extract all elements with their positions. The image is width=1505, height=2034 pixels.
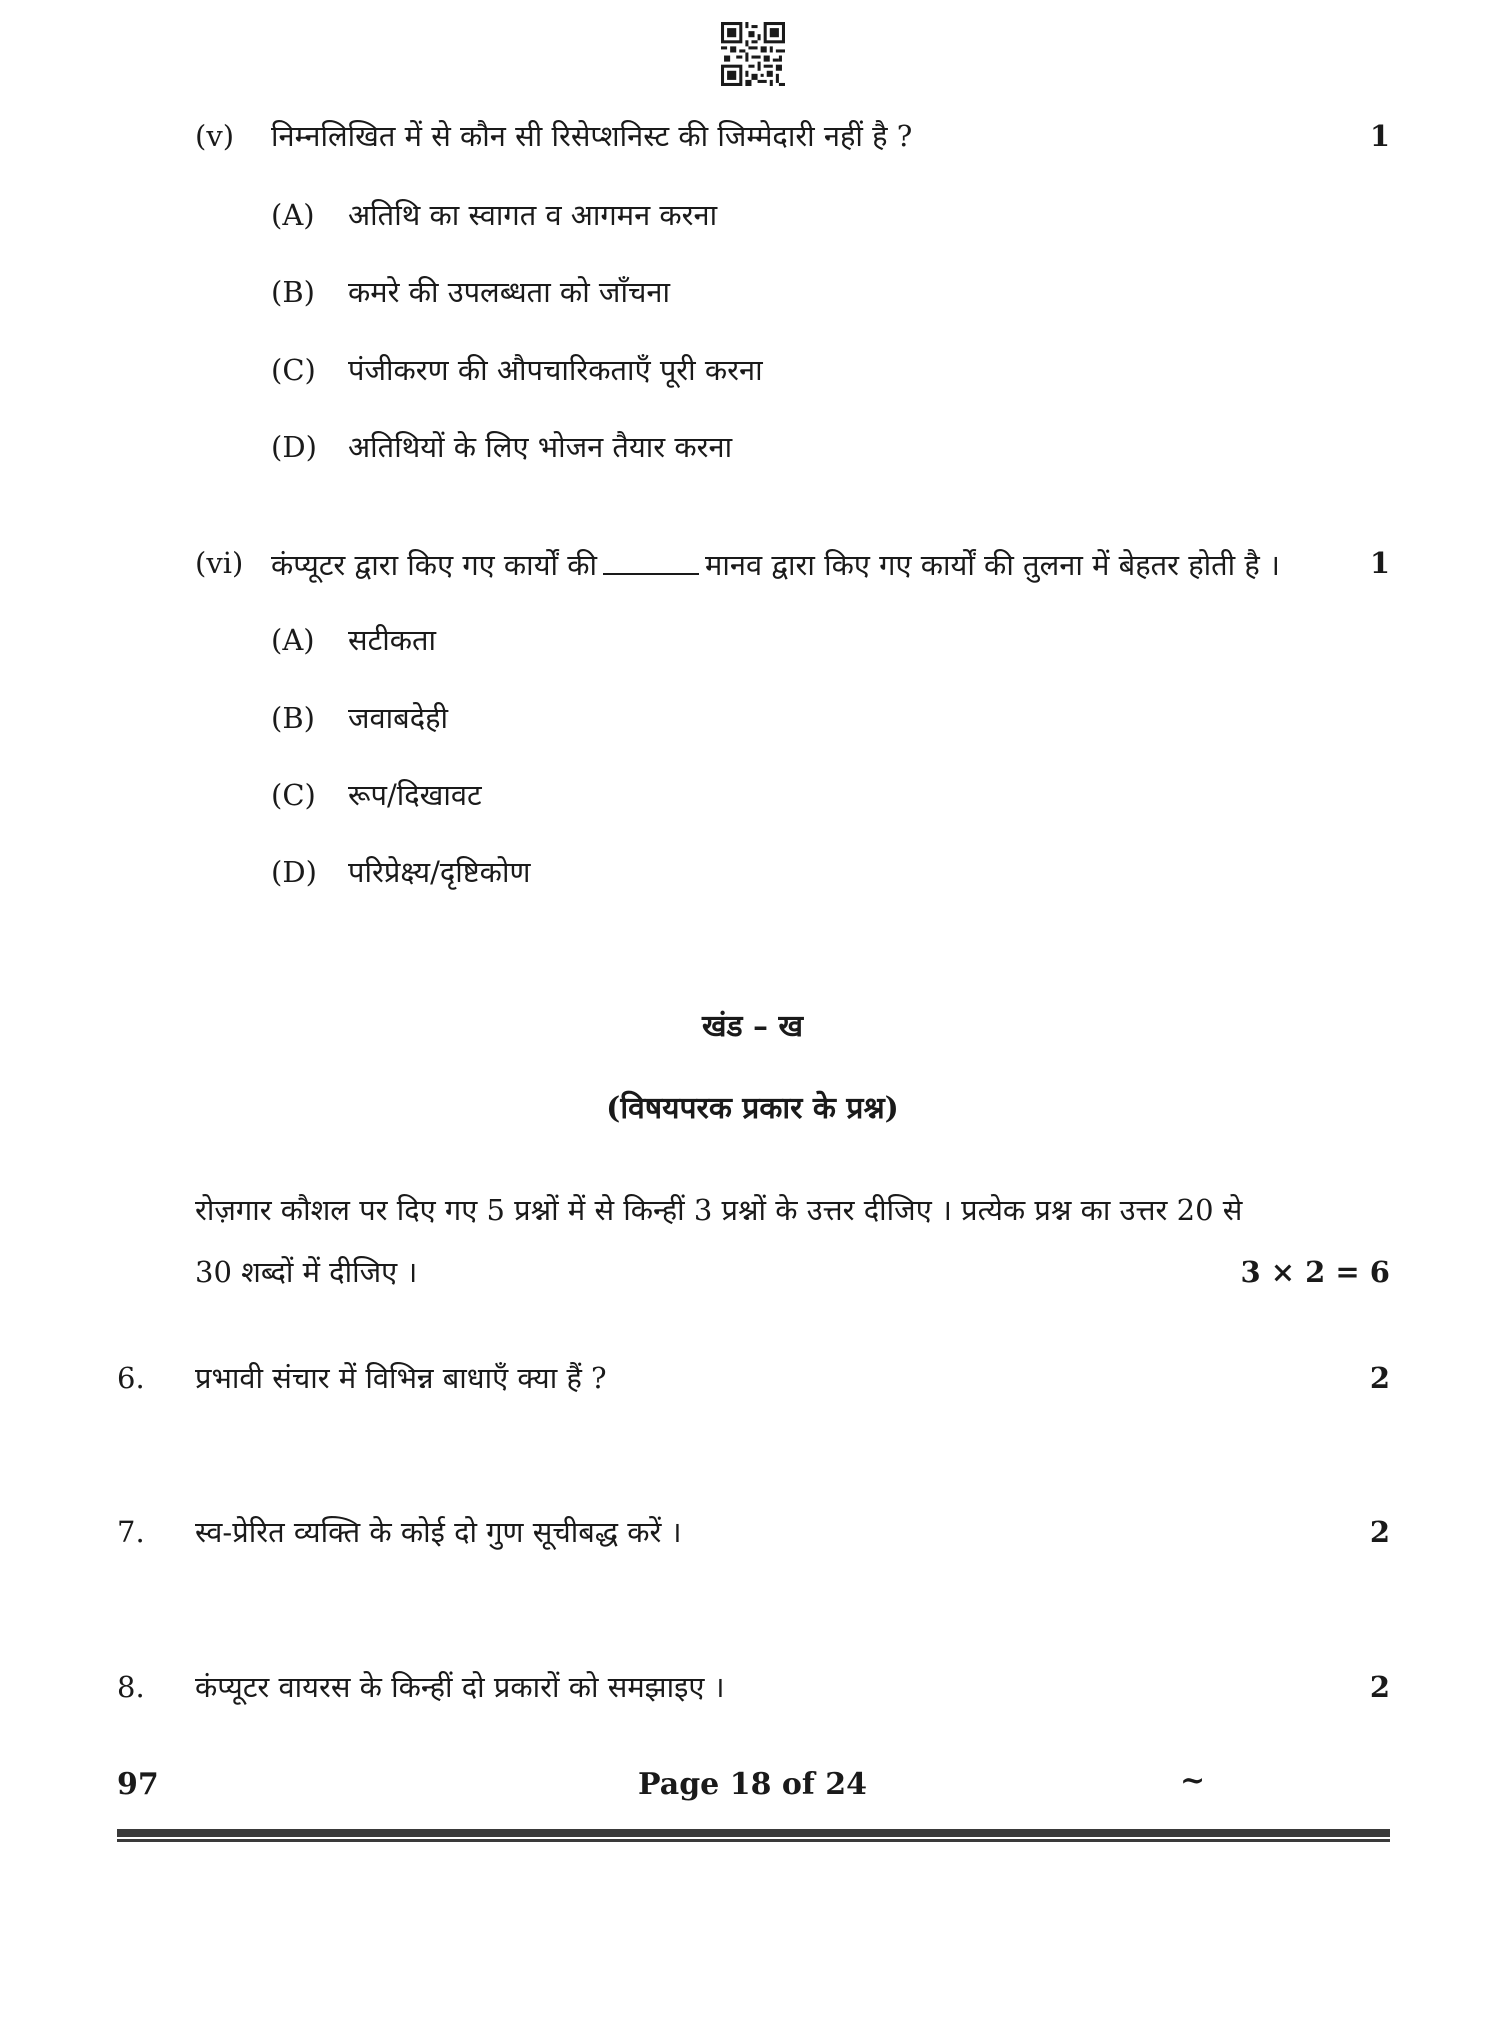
question-text-before: कंप्यूटर द्वारा किए गए कार्यों की [271, 548, 598, 582]
option-text: कमरे की उपलब्धता को जाँचना [348, 275, 670, 309]
question-number: 6. [117, 1361, 145, 1395]
option-text: जवाबदेही [348, 701, 449, 735]
question-number: (vi) [195, 546, 244, 580]
option-label: (A) [271, 198, 315, 232]
option-text: अतिथियों के लिए भोजन तैयार करना [348, 430, 733, 464]
option-label: (A) [271, 623, 315, 657]
page-number: Page 18 of 24 [638, 1767, 867, 1802]
question-marks: 2 [1369, 1670, 1390, 1704]
footer-rule [117, 1829, 1390, 1837]
fill-in-blank [603, 545, 699, 575]
question-marks: 2 [1369, 1361, 1390, 1395]
footer-mark: ~ [1180, 1763, 1206, 1798]
option-text: परिप्रेक्ष्य/दृष्टिकोण [348, 855, 531, 889]
option-label: (D) [271, 430, 317, 464]
section-instruction-marks: 3 × 2 = 6 [1240, 1255, 1390, 1289]
footer-rule-thin [117, 1839, 1390, 1842]
question-text: निम्नलिखित में से कौन सी रिसेप्शनिस्ट की जिम्मेदारी नहीं है ? [271, 119, 913, 153]
question-marks: 1 [1369, 546, 1390, 580]
section-subtitle: (विषयपरक प्रकार के प्रश्न) [606, 1091, 899, 1126]
question-number: 8. [117, 1670, 145, 1704]
question-number: (v) [195, 119, 235, 153]
option-label: (C) [271, 778, 316, 812]
option-label: (B) [271, 701, 315, 735]
question-text-after: मानव द्वारा किए गए कार्यों की तुलना में बेहतर होती है । [705, 548, 1280, 582]
option-text: अतिथि का स्वागत व आगमन करना [348, 198, 718, 232]
question-text: कंप्यूटर वायरस के किन्हीं दो प्रकारों को समझाइए । [195, 1670, 725, 1704]
question-marks: 1 [1369, 119, 1390, 153]
question-number: 7. [117, 1515, 145, 1549]
option-label: (C) [271, 353, 316, 387]
section-instruction-line2: 30 शब्दों में दीजिए । [195, 1255, 418, 1289]
option-text: पंजीकरण की औपचारिकताएँ पूरी करना [348, 353, 763, 387]
option-text: रूप/दिखावट [348, 778, 482, 812]
section-instruction-line1: रोज़गार कौशल पर दिए गए 5 प्रश्नों में से किन्हीं 3 प्रश्नों के उत्तर दीजिए । प्रत्येक प्रश्न का उत्तर 20 से [195, 1193, 1243, 1227]
paper-code: 97 [117, 1767, 159, 1802]
section-title: खंड – ख [701, 1009, 804, 1044]
question-text: प्रभावी संचार में विभिन्न बाधाएँ क्या हैं ? [195, 1361, 607, 1395]
option-label: (B) [271, 275, 315, 309]
question-text: स्व-प्रेरित व्यक्ति के कोई दो गुण सूचीबद्ध करें । [195, 1515, 682, 1549]
question-text [271, 545, 1280, 583]
option-text: सटीकता [348, 623, 437, 657]
option-label: (D) [271, 855, 317, 889]
qr-code [721, 22, 785, 86]
question-marks: 2 [1369, 1515, 1390, 1549]
